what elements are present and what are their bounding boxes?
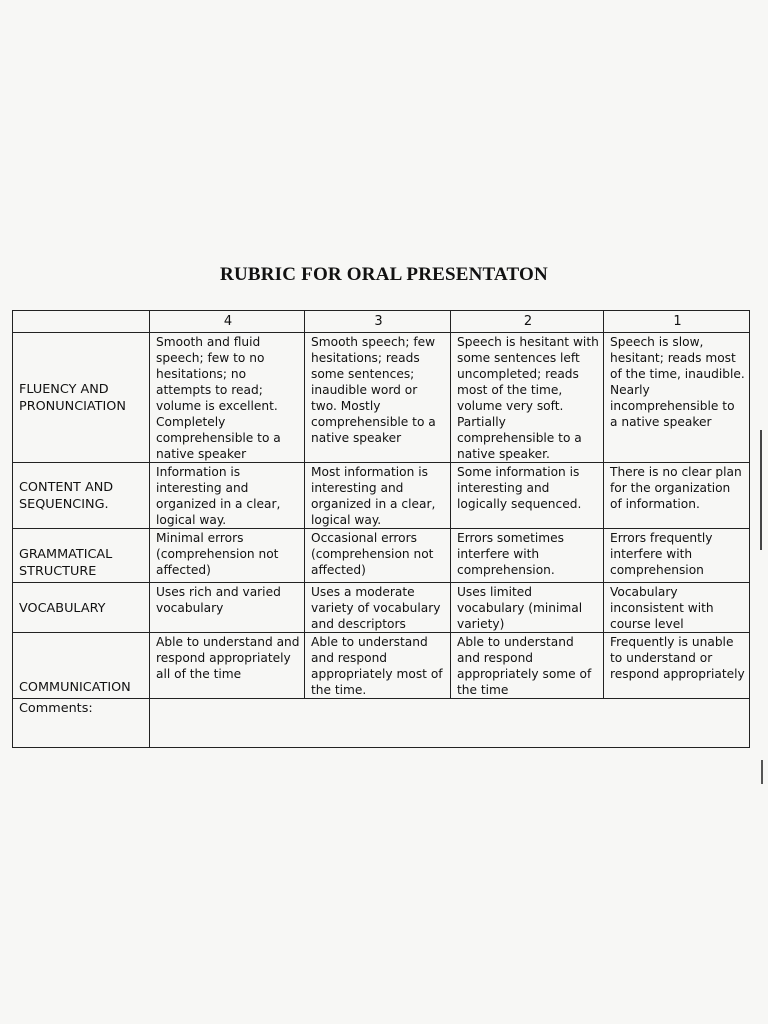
rubric-cell: Uses limited vocabulary (minimal variety) (451, 583, 604, 633)
rubric-cell: Smooth and fluid speech; few to no hesitations; no attempts to read; volume is excellent. Completely comprehensible to a native speaker (150, 333, 305, 463)
table-row (13, 463, 750, 529)
rubric-cell: Uses a moderate variety of vocabulary and descriptors (305, 583, 451, 633)
rubric-cell: Information is interesting and organized in a clear, logical way. (150, 463, 305, 529)
table-row (13, 529, 750, 583)
rubric-cell: Smooth speech; few hesitations; reads some sentences; inaudible word or two. Mostly comprehensible to a native speaker (305, 333, 451, 463)
rubric-cell: Able to understand and respond appropriately some of the time (451, 633, 604, 699)
rubric-cell: Errors frequently interfere with comprehension (604, 529, 750, 583)
table-row (13, 633, 750, 699)
comments-row (13, 699, 750, 748)
rubric-cell: Errors sometimes interfere with comprehension. (451, 529, 604, 583)
rubric-cell: Frequently is unable to understand or respond appropriately (604, 633, 750, 699)
criterion-label: VOCABULARY (13, 583, 150, 633)
rubric-cell: Vocabulary inconsistent with course level (604, 583, 750, 633)
criterion-label: CONTENT AND SEQUENCING. (13, 463, 150, 529)
header-cell-score-1: 1 (604, 311, 750, 333)
criterion-label: FLUENCY AND PRONUNCIATION (13, 333, 150, 463)
rubric-cell: Able to understand and respond appropriately most of the time. (305, 633, 451, 699)
comments-label: Comments: (13, 699, 150, 748)
table-row (13, 333, 750, 463)
rubric-table (12, 310, 750, 748)
rubric-cell: Speech is slow, hesitant; reads most of the time, inaudible. Nearly incomprehensible to a native speaker (604, 333, 750, 463)
rubric-cell: There is no clear plan for the organization of information. (604, 463, 750, 529)
rubric-cell: Occasional errors (comprehension not affected) (305, 529, 451, 583)
rubric-cell: Speech is hesitant with some sentences left uncompleted; reads most of the time, volume very soft. Partially comprehensible to a native speaker. (451, 333, 604, 463)
header-cell-criteria (13, 311, 150, 333)
table-row (13, 583, 750, 633)
rubric-cell: Most information is interesting and organized in a clear, logical way. (305, 463, 451, 529)
scan-edge-mark (760, 430, 762, 550)
rubric-cell: Some information is interesting and logically sequenced. (451, 463, 604, 529)
scan-edge-mark (761, 760, 763, 784)
header-cell-score-2: 2 (451, 311, 604, 333)
rubric-cell: Uses rich and varied vocabulary (150, 583, 305, 633)
comments-field[interactable] (150, 699, 750, 748)
rubric-cell: Able to understand and respond appropriately all of the time (150, 633, 305, 699)
header-row (13, 311, 750, 333)
criterion-label: GRAMMATICAL STRUCTURE (13, 529, 150, 583)
header-cell-score-3: 3 (305, 311, 451, 333)
page-title: RUBRIC FOR ORAL PRESENTATON (220, 264, 548, 285)
rubric-cell: Minimal errors (comprehension not affected) (150, 529, 305, 583)
criterion-label: COMMUNICATION (13, 633, 150, 699)
header-cell-score-4: 4 (150, 311, 305, 333)
